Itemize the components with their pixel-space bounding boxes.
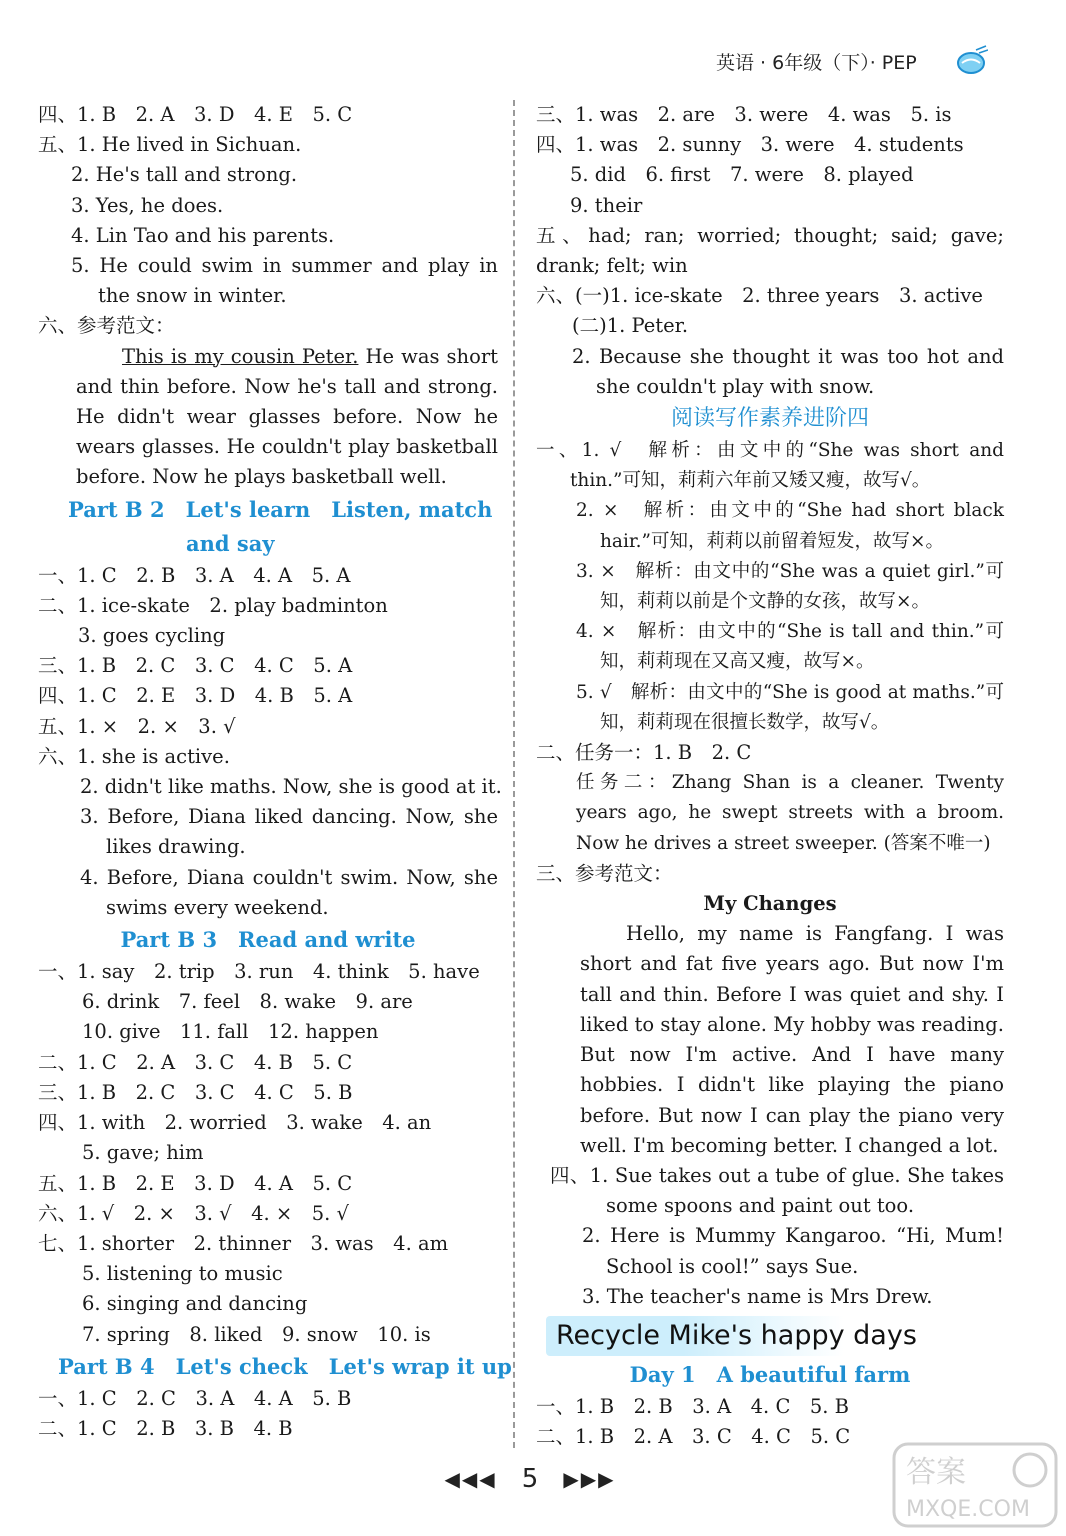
answer-line: (二)1. Peter. <box>572 314 689 338</box>
answer-line: 二、1. B 2. A 3. C 4. C 5. C <box>536 1425 851 1449</box>
essay-paragraph: Hello, my name is Fangfang. I was short and fat five years ago. But now I'm tall and thin. Before I was quiet and shy. I liked to stay alone. My hobby was reading. But now I'm active. And I have many hobbies. I didn't like playing the piano before. But now I can play the piano very well. I'm becoming better. I changed a lot. <box>580 922 1004 1157</box>
essay-first-sentence: This is my cousin Peter. <box>122 344 359 368</box>
answer-line: 3. × 解析：由文中的“She was a quiet girl.”可知，莉莉以前是个文静的女孩，故写×。 <box>576 560 1004 613</box>
answer-line: 5. did 6. first 7. were 8. played <box>570 163 914 187</box>
answer-line: 5. He could swim in summer and play in the snow in winter. <box>71 254 498 308</box>
svg-text:MXQE.COM: MXQE.COM <box>906 1497 1030 1522</box>
answer-line: 10. give 11. fall 12. happen <box>82 1020 379 1044</box>
answer-line: 三、参考范文： <box>536 861 673 885</box>
answer-line: 4. Before, Diana couldn't swim. Now, she swims every weekend. <box>80 865 498 919</box>
answer-line: 五、1. B 2. E 3. D 4. A 5. C <box>38 1171 353 1195</box>
answer-line: 三、1. was 2. are 3. were 4. was 5. is <box>536 103 952 126</box>
prev-arrows-icon: ◀◀◀ <box>444 1467 497 1491</box>
answer-line: 二、任务一：1. B 2. C <box>536 741 752 765</box>
answer-line: 9. their <box>570 193 643 217</box>
answer-line: 四、1. B 2. A 3. D 4. E 5. C <box>38 103 353 126</box>
page-number: 5 <box>521 1464 539 1494</box>
answer-line: 4. × 解析：由文中的“She is tall and thin.”可知，莉莉现在又高又瘦，故写×。 <box>576 621 1004 673</box>
reading-section-title: 阅读写作素养进阶四 <box>670 406 869 432</box>
right-column <box>536 100 1004 1452</box>
section-title: Part B 3 Read and write <box>120 927 416 953</box>
answer-line: 3. goes cycling <box>78 624 226 648</box>
answer-line: 六、参考范文： <box>38 314 175 338</box>
answer-line: 六、(一)1. ice-skate 2. three years 3. active <box>536 284 983 308</box>
answer-line: 五、1. × 2. × 3. √ <box>38 714 236 738</box>
section-title: Part B 2 Let's learn Listen, match <box>68 496 493 522</box>
answer-line: 四、1. C 2. E 3. D 4. B 5. A <box>38 684 353 708</box>
answer-line: 一、1. say 2. trip 3. run 4. think 5. have <box>38 960 480 984</box>
answer-line: 六、1. √ 2. × 3. √ 4. × 5. √ <box>38 1201 349 1225</box>
answer-line: 四、1. was 2. sunny 3. were 4. students <box>536 133 964 157</box>
answer-line: 四、1. with 2. worried 3. wake 4. an <box>38 1111 432 1135</box>
answer-line: 三、1. B 2. C 3. C 4. C 5. B <box>38 1080 353 1104</box>
essay-paragraph <box>38 342 498 493</box>
page-header <box>716 44 986 80</box>
book-logo-icon <box>954 44 988 78</box>
answer-line: 4. Lin Tao and his parents. <box>71 223 335 247</box>
answer-line: 一、1. √ 解析：由文中的“She was short and thin.”可知，莉莉六年前又矮又瘦，故写√。 <box>536 440 1004 492</box>
answer-line: 七、1. shorter 2. thinner 3. was 4. am <box>38 1231 449 1255</box>
answer-line: 五、had; ran; worried; thought; said; gave; drank; felt; win <box>536 223 1004 278</box>
column-divider <box>513 100 515 1448</box>
section-title: and say <box>186 530 275 556</box>
answer-line: 3. The teacher's name is Mrs Drew. <box>582 1284 933 1308</box>
answer-line: 2. × 解析：由文中的“She had short black hair.”可知，莉莉以前留着短发，故写×。 <box>576 500 1004 552</box>
essay-title: My Changes <box>703 892 837 916</box>
svg-text:答案: 答案 <box>906 1455 966 1490</box>
section-title: Part B 4 Let's check Let's wrap it up <box>58 1353 512 1379</box>
answer-line: 二、1. ice-skate 2. play badminton <box>38 593 388 617</box>
answer-line: 二、1. C 2. A 3. C 4. B 5. C <box>38 1050 353 1074</box>
answer-line: 二、1. C 2. B 3. B 4. B <box>38 1416 293 1440</box>
answer-line: 6. singing and dancing <box>82 1292 308 1316</box>
answer-line: 五、1. He lived in Sichuan. <box>38 133 302 157</box>
answer-line: 2. Here is Mummy Kangaroo. “Hi, Mum! School is cool!” says Sue. <box>582 1224 1004 1278</box>
page-footer <box>400 1464 660 1494</box>
left-column <box>38 100 512 1444</box>
answer-line: 3. Before, Diana liked dancing. Now, she likes drawing. <box>80 805 498 859</box>
answer-line: 5. √ 解析：由文中的“She is good at maths.”可知，莉莉现在很擅长数学，故写√。 <box>576 681 1004 733</box>
answer-line: 6. drink 7. feel 8. wake 9. are <box>82 990 413 1014</box>
header-title: 英语 · 6年级（下）· PEP <box>716 52 917 74</box>
answer-line: 7. spring 8. liked 9. snow 10. is <box>82 1322 431 1346</box>
answer-line: 六、1. she is active. <box>38 744 230 768</box>
answer-line: 一、1. C 2. B 3. A 4. A 5. A <box>38 563 351 587</box>
answer-line: 3. Yes, he does. <box>71 193 224 217</box>
answer-line: 2. Because she thought it was too hot and she couldn't play with snow. <box>572 344 1004 398</box>
answer-line: 5. listening to music <box>82 1262 283 1286</box>
answer-line: 三、1. B 2. C 3. C 4. C 5. A <box>38 654 353 678</box>
answer-line: 一、1. C 2. C 3. A 4. A 5. B <box>38 1386 352 1410</box>
essay-rest: He was short and thin before. Now he's tall and strong. He didn't wear glasses before. Now he wears glasses. He couldn't play basketball before. Now he plays basketball well. <box>76 344 498 489</box>
answer-line: 任务二：Zhang Shan is a cleaner. Twenty years ago, he swept streets with a broom. Now he drives a street sweeper. (答案不唯一) <box>576 772 1004 854</box>
answer-line: 一、1. B 2. B 3. A 4. C 5. B <box>536 1394 850 1418</box>
answer-line: 四、1. Sue takes out a tube of glue. She takes some spoons and paint out too. <box>550 1163 1004 1218</box>
answer-line: 2. didn't like maths. Now, she is good at it. <box>80 775 502 799</box>
recycle-banner: Recycle Mike's happy days <box>546 1316 1004 1356</box>
answer-line: 5. gave; him <box>82 1141 204 1165</box>
answer-line: 2. He's tall and strong. <box>71 163 298 187</box>
watermark-logo-icon <box>890 1440 1060 1530</box>
section-title: Day 1 A beautiful farm <box>629 1361 911 1387</box>
next-arrows-icon: ▶▶▶ <box>563 1467 616 1491</box>
